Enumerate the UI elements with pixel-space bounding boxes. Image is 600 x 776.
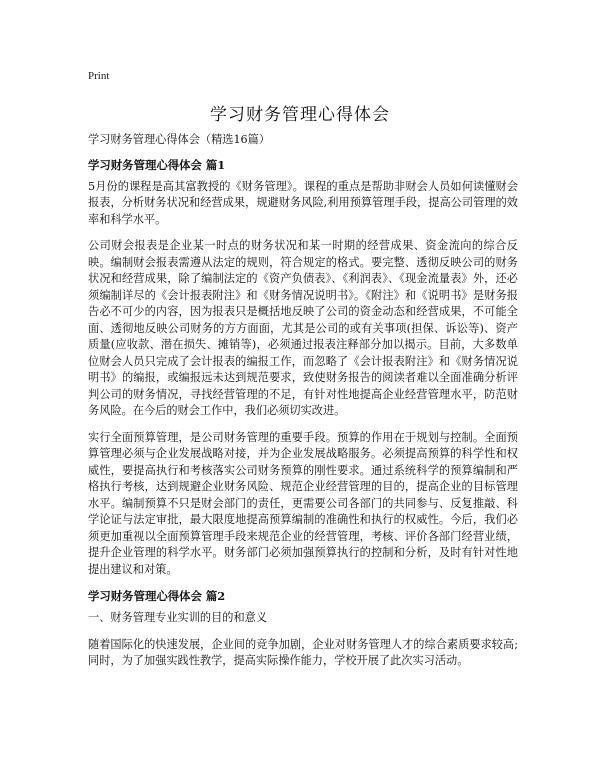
section-heading-1: 学习财务管理心得体会 篇1 [88,157,226,172]
section-1-paragraph-2: 公司财会报表是企业某一时点的财务状况和某一时期的经营成果、资金流向的综合反映。编制财会报表需遵从法定的规则，符合规定的格式。要完整、透彻反映公司的财务状况和经营成果，除了编制法定的《资产负债表》、《利润表》、《现金流量表》外，还必须编制详尽的《会计报表附注》和《财务情况说明书》。《附注》和《说明书》是财务报告必不可少的内容，因为报表只是概括地反映了公司的资金动态和经营成果，不可能全面、透彻地反映公司财务的方方面面，尤其是公司的或有关事项(担保、诉讼等)、资产质量(应收款、潜在损失、摊销等)，必须通过报表注释部分加以揭示。目前，大多数单位财会人员只完成了会计报表的编报工作，而忽略了《会计报表附注》和《财务情况说明书》的编报，或编报远未达到规范要求，致使财务报告的阅读者难以全面准确分析评判公司的财务情况，寻找经营管理的不足，有针对性地提高企业经营管理水平，防范财务风险。在今后的财会工作中，我们必须切实改进。 [88,239,518,417]
document-title: 学习财务管理心得体会 [210,105,390,125]
section-heading-2: 学习财务管理心得体会 篇2 [88,589,226,603]
document-subtitle: 学习财务管理心得体会（精选16篇） [88,133,271,146]
section-2-outline-item: 一、财务管理专业实训的目的和意义 [88,611,268,624]
document-body [88,132,518,680]
section-1-paragraph-3: 实行全面预算管理，是公司财务管理的重要手段。预算的作用在于规划与控制。全面预算管理必须与企业发展战略对接，并为企业发展战略服务。必须提高预算的科学性和权威性，要提高执行和考核落实公司财务预算的刚性要求。通过系统科学的预算编制和严格执行考核，达到规避企业财务风险、规范企业经营管理的目的，提高企业的目标管理水平。编制预算不只是财会部门的责任，更需要公司各部门的共同参与、反复推敲、科学论证与法定审批，最大限度地提高预算编制的准确性和执行的权威性。今后，我们必须更加重视以全面预算管理手段来规范企业的经营管理，考核、评价各部门经营业绩，提升企业管理的科学水平。财务部门必须加强预算执行的控制和分析，及时有针对性地提出建议和对策。 [88,430,518,576]
section-2-paragraph-1: 随着国际化的快速发展，企业间的竞争加剧，企业对财务管理人才的综合素质要求较高;同时，为了加强实践性教学，提高实际操作能力，学校开展了此次实习活动。 [88,637,518,667]
print-label: Print [88,70,110,82]
section-1-paragraph-1: 5月份的课程是高其富教授的《财务管理》。课程的重点是帮助非财会人员如何读懂财会报表，分析财务状况和经营成果，规避财务风险,利用预算管理手段，提高公司管理的效率和科学水平。 [88,179,518,226]
